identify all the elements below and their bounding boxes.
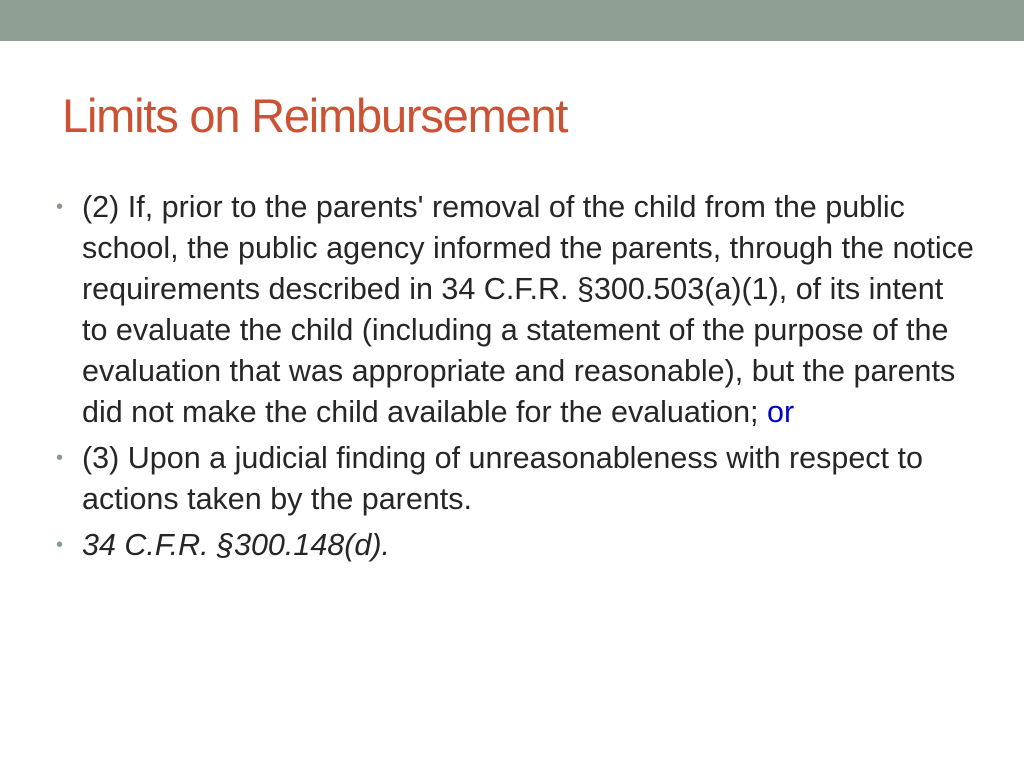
- bullet-item-citation: [56, 525, 976, 566]
- bullet-item-2: [56, 187, 976, 433]
- bullet-icon: •: [56, 447, 64, 469]
- bullet-text: (2) If, prior to the parents' removal of the child from the public school, the public agency informed the parents, through the notice requirements described in 34 C.F.R. §300.503(a)(1), of its intent to evaluate the child (including a statement of the purpose of the evaluation that was appropriate and reasonable), but the parents did not make the child available for the evaluation;: [82, 190, 974, 429]
- bullet-item-3: [56, 438, 976, 520]
- bullet-list: [56, 187, 976, 571]
- highlighted-word: or: [766, 395, 795, 429]
- slide-title: Limits on Reimbursement: [62, 89, 568, 142]
- citation-text: 34 C.F.R. §300.148(d).: [82, 528, 391, 562]
- bullet-icon: •: [56, 196, 64, 218]
- bullet-text: (3) Upon a judicial finding of unreasonableness with respect to actions taken by the parents.: [82, 441, 923, 516]
- header-band: [0, 0, 1024, 41]
- bullet-icon: •: [56, 534, 64, 556]
